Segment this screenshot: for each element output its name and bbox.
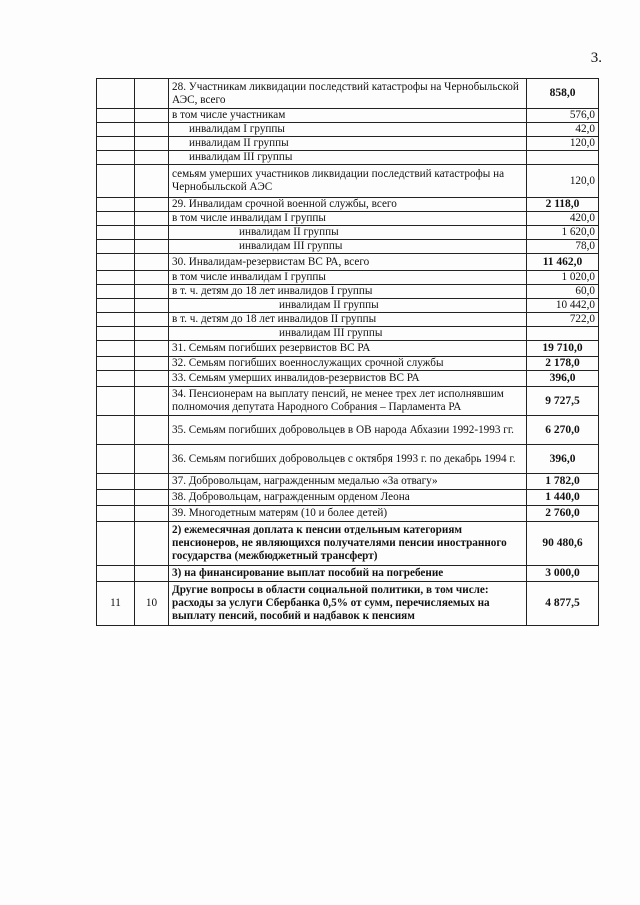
subsection-code-cell — [135, 341, 169, 357]
page-number: 3. — [590, 50, 602, 66]
section-code-cell — [97, 254, 135, 271]
description-cell: инвалидам I группы — [169, 123, 527, 137]
section-code-cell — [97, 198, 135, 212]
subsection-code-cell — [135, 79, 169, 109]
table-row — [97, 341, 599, 357]
subsection-code-cell — [135, 506, 169, 522]
table-row — [97, 522, 599, 566]
subsection-code-cell — [135, 137, 169, 151]
subsection-code-cell — [135, 198, 169, 212]
description-cell: 31. Семьям погибших резервистов ВС РА — [169, 341, 527, 357]
section-code-cell — [97, 474, 135, 490]
section-code-cell — [97, 271, 135, 285]
amount-cell: 1 782,0 — [527, 474, 599, 490]
subsection-code-cell — [135, 271, 169, 285]
table-row — [97, 313, 599, 327]
amount-cell — [527, 151, 599, 165]
subsection-code-cell — [135, 490, 169, 506]
amount-cell: 78,0 — [527, 240, 599, 254]
description-cell: 32. Семьям погибших военнослужащих срочной службы — [169, 357, 527, 371]
description-cell: 2) ежемесячная доплата к пенсии отдельным категориям пенсионеров, не являющихся получателями пенсии иностранного государства (межбюджетный трансферт) — [169, 522, 527, 566]
amount-cell: 722,0 — [527, 313, 599, 327]
section-code-cell — [97, 566, 135, 582]
amount-cell: 1 620,0 — [527, 226, 599, 240]
amount-cell — [527, 327, 599, 341]
description-cell: 33. Семьям умерших инвалидов-резервистов ВС РА — [169, 371, 527, 387]
subsection-code-cell — [135, 371, 169, 387]
section-code-cell — [97, 79, 135, 109]
description-cell: 37. Добровольцам, награжденным медалью «За отвагу» — [169, 474, 527, 490]
section-code-cell — [97, 285, 135, 299]
subsection-code-cell — [135, 123, 169, 137]
description-cell: 38. Добровольцам, награжденным орденом Леона — [169, 490, 527, 506]
subsection-code-cell — [135, 212, 169, 226]
section-code-cell — [97, 341, 135, 357]
table-row — [97, 371, 599, 387]
amount-cell: 2 178,0 — [527, 357, 599, 371]
section-code-cell — [97, 490, 135, 506]
description-cell: 35. Семьям погибших добровольцев в ОВ народа Абхазии 1992-1993 гг. — [169, 416, 527, 445]
description-cell: 39. Многодетным матерям (10 и более детей) — [169, 506, 527, 522]
description-cell: инвалидам II группы — [169, 137, 527, 151]
subsection-code-cell — [135, 387, 169, 416]
description-cell: инвалидам II группы — [169, 299, 527, 313]
description-cell: в т. ч. детям до 18 лет инвалидов I группы — [169, 285, 527, 299]
amount-cell: 4 877,5 — [527, 582, 599, 626]
table-row — [97, 240, 599, 254]
amount-cell: 6 270,0 — [527, 416, 599, 445]
table-row — [97, 445, 599, 474]
section-code-cell — [97, 226, 135, 240]
subsection-code-cell — [135, 254, 169, 271]
subsection-code-cell — [135, 445, 169, 474]
description-cell: в том числе инвалидам I группы — [169, 271, 527, 285]
description-cell: 3) на финансирование выплат пособий на погребение — [169, 566, 527, 582]
amount-cell: 120,0 — [527, 165, 599, 198]
description-cell: семьям умерших участников ликвидации последствий катастрофы на Чернобыльской АЭС — [169, 165, 527, 198]
description-cell: 29. Инвалидам срочной военной службы, всего — [169, 198, 527, 212]
section-code-cell — [97, 299, 135, 313]
amount-cell: 9 727,5 — [527, 387, 599, 416]
subsection-code-cell — [135, 357, 169, 371]
amount-cell: 2 760,0 — [527, 506, 599, 522]
amount-cell: 10 442,0 — [527, 299, 599, 313]
description-cell: 30. Инвалидам-резервистам ВС РА, всего — [169, 254, 527, 271]
table-row — [97, 566, 599, 582]
amount-cell: 120,0 — [527, 137, 599, 151]
budget-table — [96, 78, 599, 626]
table-row — [97, 151, 599, 165]
subsection-code-cell — [135, 240, 169, 254]
subsection-code-cell — [135, 151, 169, 165]
amount-cell: 1 440,0 — [527, 490, 599, 506]
section-code-cell — [97, 151, 135, 165]
section-code-cell — [97, 416, 135, 445]
section-code-cell: 11 — [97, 582, 135, 626]
table-row — [97, 387, 599, 416]
table-row — [97, 357, 599, 371]
subsection-code-cell — [135, 522, 169, 566]
description-cell: Другие вопросы в области социальной политики, в том числе: расходы за услуги Сбербанка 0,5% от сумм, перечисляемых на выплату пенсий, пособий и надбавок к пенсиям — [169, 582, 527, 626]
section-code-cell — [97, 240, 135, 254]
amount-cell: 60,0 — [527, 285, 599, 299]
section-code-cell — [97, 109, 135, 123]
amount-cell: 396,0 — [527, 445, 599, 474]
description-cell: 34. Пенсионерам на выплату пенсий, не менее трех лет исполнявшим полномочия депутата Народного Собрания – Парламента РА — [169, 387, 527, 416]
amount-cell: 3 000,0 — [527, 566, 599, 582]
section-code-cell — [97, 357, 135, 371]
subsection-code-cell — [135, 416, 169, 445]
subsection-code-cell — [135, 327, 169, 341]
subsection-code-cell — [135, 299, 169, 313]
subsection-code-cell — [135, 313, 169, 327]
table-row — [97, 165, 599, 198]
table-row — [97, 299, 599, 313]
table-row — [97, 506, 599, 522]
description-cell: в том числе участникам — [169, 109, 527, 123]
section-code-cell — [97, 387, 135, 416]
description-cell: 36. Семьям погибших добровольцев с октября 1993 г. по декабрь 1994 г. — [169, 445, 527, 474]
table-row — [97, 226, 599, 240]
description-cell: инвалидам III группы — [169, 151, 527, 165]
description-cell: инвалидам III группы — [169, 240, 527, 254]
table-row — [97, 123, 599, 137]
table-row — [97, 109, 599, 123]
subsection-code-cell — [135, 165, 169, 198]
amount-cell: 19 710,0 — [527, 341, 599, 357]
description-cell: инвалидам III группы — [169, 327, 527, 341]
section-code-cell — [97, 445, 135, 474]
subsection-code-cell: 10 — [135, 582, 169, 626]
table-row — [97, 582, 599, 626]
subsection-code-cell — [135, 226, 169, 240]
amount-cell: 420,0 — [527, 212, 599, 226]
amount-cell: 1 020,0 — [527, 271, 599, 285]
section-code-cell — [97, 165, 135, 198]
amount-cell: 2 118,0 — [527, 198, 599, 212]
description-cell: в том числе инвалидам I группы — [169, 212, 527, 226]
section-code-cell — [97, 313, 135, 327]
section-code-cell — [97, 327, 135, 341]
table-row — [97, 254, 599, 271]
amount-cell: 90 480,6 — [527, 522, 599, 566]
section-code-cell — [97, 123, 135, 137]
table-row — [97, 198, 599, 212]
amount-cell: 11 462,0 — [527, 254, 599, 271]
description-cell: в т. ч. детям до 18 лет инвалидов II группы — [169, 313, 527, 327]
table-row — [97, 327, 599, 341]
section-code-cell — [97, 506, 135, 522]
section-code-cell — [97, 137, 135, 151]
subsection-code-cell — [135, 566, 169, 582]
subsection-code-cell — [135, 474, 169, 490]
amount-cell: 396,0 — [527, 371, 599, 387]
description-cell: 28. Участникам ликвидации последствий катастрофы на Чернобыльской АЭС, всего — [169, 79, 527, 109]
table-row — [97, 137, 599, 151]
table-row — [97, 416, 599, 445]
subsection-code-cell — [135, 109, 169, 123]
table-row — [97, 474, 599, 490]
table-row — [97, 285, 599, 299]
amount-cell: 42,0 — [527, 123, 599, 137]
description-cell: инвалидам II группы — [169, 226, 527, 240]
table-row — [97, 490, 599, 506]
table-row — [97, 212, 599, 226]
table-row — [97, 79, 599, 109]
section-code-cell — [97, 212, 135, 226]
table-row — [97, 271, 599, 285]
section-code-cell — [97, 522, 135, 566]
amount-cell: 858,0 — [527, 79, 599, 109]
amount-cell: 576,0 — [527, 109, 599, 123]
section-code-cell — [97, 371, 135, 387]
subsection-code-cell — [135, 285, 169, 299]
